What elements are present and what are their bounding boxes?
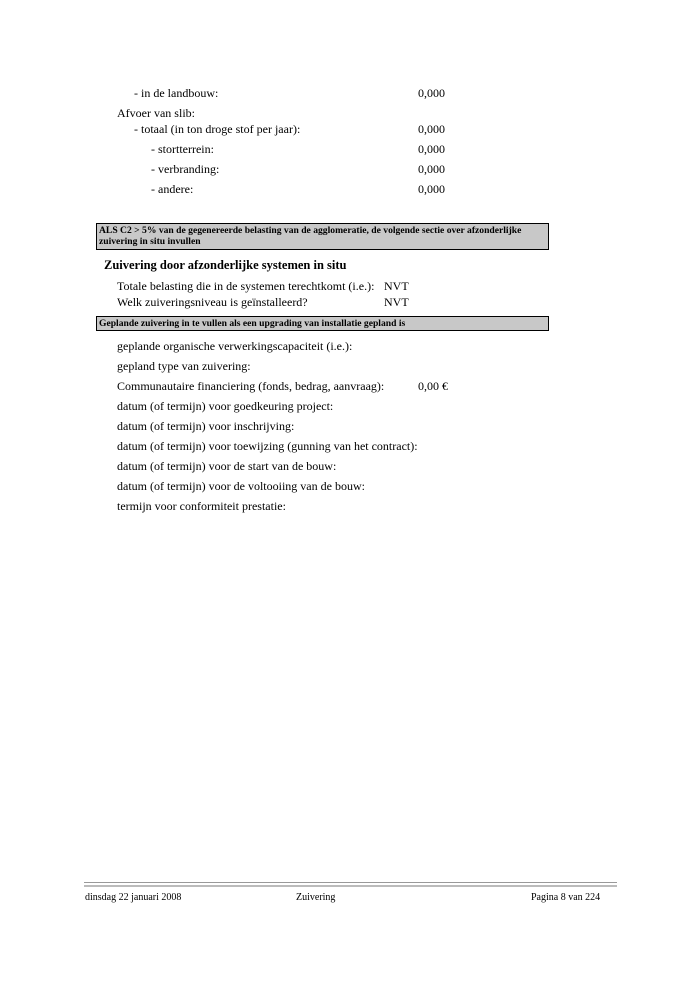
- totale-belasting-label: Totale belasting die in de systemen terechtkomt (i.e.):: [117, 279, 375, 293]
- footer-rule-bottom: [84, 885, 617, 887]
- planned-row-type: gepland type van zuivering:: [117, 359, 251, 373]
- footer-title: Zuivering: [296, 892, 336, 903]
- verbranding-label: - verbranding:: [151, 162, 220, 176]
- planned-row-toewijzing: datum (of termijn) voor toewijzing (gunning van het contract):: [117, 439, 418, 453]
- section-c2-subtitle: Zuivering door afzonderlijke systemen in situ: [104, 258, 347, 272]
- footer-date: dinsdag 22 januari 2008: [85, 892, 182, 903]
- totale-belasting-value: NVT: [384, 279, 409, 293]
- footer-rule-top: [84, 882, 617, 883]
- afvoer-slib-label: Afvoer van slib:: [117, 106, 195, 120]
- section-planned-header-text: Geplande zuivering in te vullen als een upgrading van installatie gepland is: [99, 318, 406, 329]
- stortterrein-label: - stortterrein:: [151, 142, 214, 156]
- landbouw-value: 0,000: [418, 86, 445, 100]
- planned-row-inschrijving: datum (of termijn) voor inschrijving:: [117, 419, 295, 433]
- section-c2-header: [96, 223, 549, 250]
- landbouw-label: - in de landbouw:: [134, 86, 219, 100]
- stortterrein-value: 0,000: [418, 142, 445, 156]
- verbranding-value: 0,000: [418, 162, 445, 176]
- planned-row-goedkeuring: datum (of termijn) voor goedkeuring project:: [117, 399, 334, 413]
- zuiveringsniveau-label: Welk zuiveringsniveau is geïnstalleerd?: [117, 295, 308, 309]
- andere-value: 0,000: [418, 182, 445, 196]
- planned-row-start-bouw: datum (of termijn) voor de start van de bouw:: [117, 459, 337, 473]
- planned-row-conformiteit: termijn voor conformiteit prestatie:: [117, 499, 286, 513]
- planned-row-financiering-value: 0,00 €: [418, 379, 448, 393]
- zuiveringsniveau-value: NVT: [384, 295, 409, 309]
- section-c2-header-text: ALS C2 > 5% van de gegenereerde belasting van de agglomeratie, de volgende sectie over afzonderlijke zuivering in situ invullen: [99, 225, 522, 247]
- footer-page-number: Pagina 8 van 224: [531, 892, 601, 903]
- planned-row-capaciteit: geplande organische verwerkingscapaciteit (i.e.):: [117, 339, 353, 353]
- section-planned-header: [96, 316, 549, 331]
- totaal-label: - totaal (in ton droge stof per jaar):: [134, 122, 301, 136]
- planned-row-voltooiing-bouw: datum (of termijn) voor de voltooiing van de bouw:: [117, 479, 365, 493]
- totaal-value: 0,000: [418, 122, 445, 136]
- andere-label: - andere:: [151, 182, 194, 196]
- planned-row-financiering: Communautaire financiering (fonds, bedrag, aanvraag):: [117, 379, 385, 393]
